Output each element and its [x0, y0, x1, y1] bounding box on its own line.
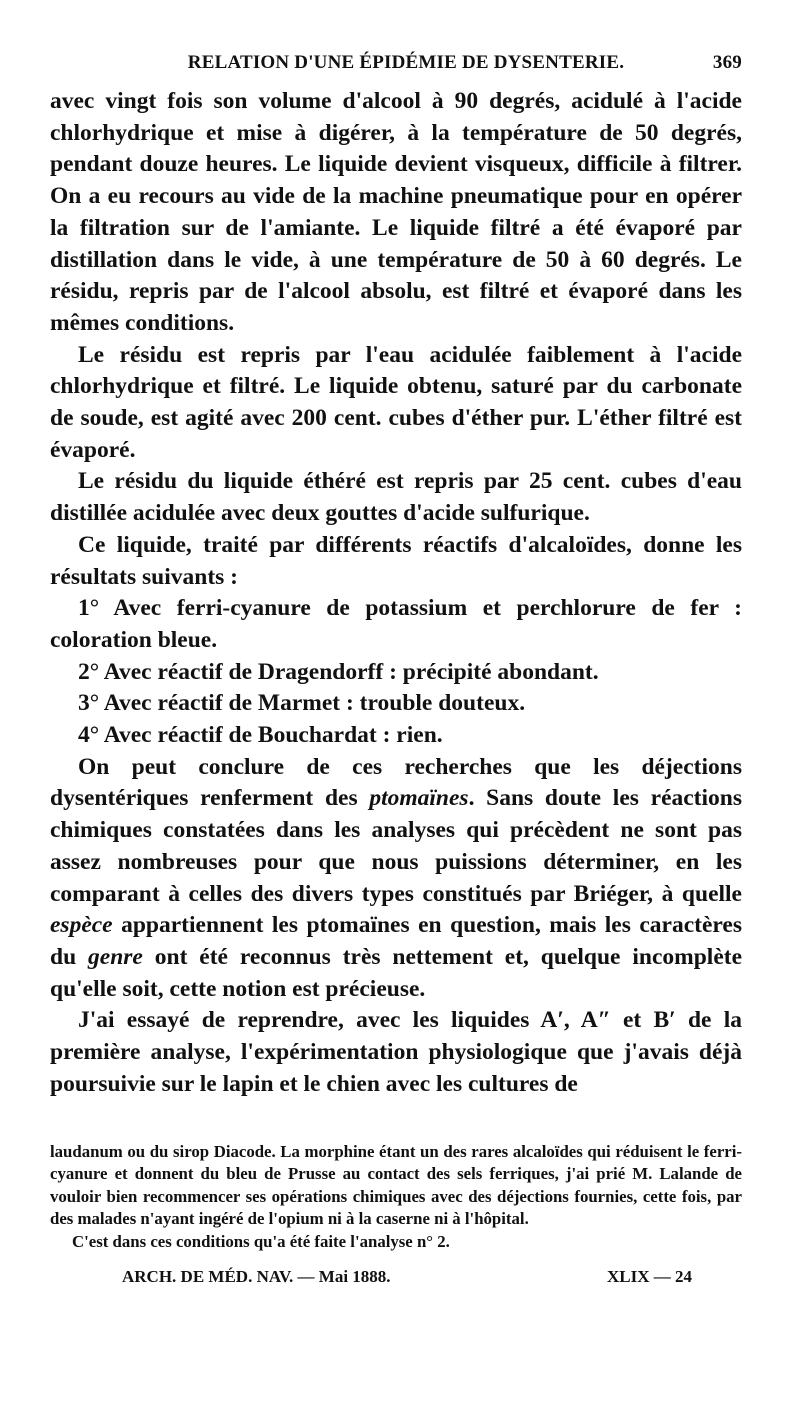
emphasis: genre	[88, 943, 143, 970]
footnote-text: laudanum ou du sirop Diacode. La morphine étant un des rares alcaloïdes qui réduisent le ferri-cyanure et donnent du bleu de Prusse au contact des sels ferriques, j'ai prié M. Lalande de vouloir bien recommencer ses opérations chimiques avec des déjections fournies, cette fois, par des malades n'ayant ingéré de l'opium ni à la caserne ni à l'hôpital.	[50, 1141, 742, 1229]
footnote-text: C'est dans ces conditions qu'a été faite l'analyse n° 2.	[72, 1231, 450, 1251]
paragraph: J'ai essayé de reprendre, avec les liquides A′, A″ et B′ de la première analyse, l'expérimentation physiologique que j'avais déjà poursuivie sur le lapin et le chien avec les cultures de	[50, 1007, 742, 1097]
journal-reference: ARCH. DE MÉD. NAV. — Mai 1888.	[122, 1267, 391, 1287]
volume-signature: XLIX — 24	[606, 1267, 692, 1287]
emphasis: espèce	[50, 912, 113, 939]
paragraph: Le résidu est repris par l'eau acidulée faiblement à l'acide chlorhydrique et filtré. Le liquide obtenu, saturé par du carbonate de soude, est agité avec 200 cent. cubes d'éther pur. L'éther filtré est évaporé.	[50, 341, 742, 463]
paragraph: avec vingt fois son volume d'alcool à 90 degrés, acidulé à l'acide chlorhydrique et mise à digérer, à la température de 50 degrés, pendant douze heures. Le liquide devient visqueux, difficile à filtrer. On a eu recours au vide de la machine pneumatique pour en opérer la filtration sur de l'amiante. Le liquide filtré a été évaporé par distillation dans le vide, à une température de 50 à 60 degrés. Le résidu, repris par de l'alcool absolu, est filtré et évaporé dans les mêmes conditions.	[50, 88, 742, 336]
paragraph: Ce liquide, traité par différents réactifs d'alcaloïdes, donne les résultats suivants :	[50, 531, 742, 590]
list-item: 2° Avec réactif de Dragendorff : précipité abondant.	[78, 658, 599, 685]
main-text	[50, 86, 742, 1101]
page-number: 369	[712, 52, 742, 73]
list-item: 1° Avec ferri-cyanure de potassium et perchlorure de fer : coloration bleue.	[50, 595, 742, 653]
paragraph: Le résidu du liquide éthéré est repris par 25 cent. cubes d'eau distillée acidulée avec deux gouttes d'acide sulfurique.	[50, 468, 742, 527]
running-header	[50, 52, 742, 86]
document-page	[50, 52, 742, 1287]
emphasis: ptomaïnes	[369, 785, 469, 812]
list-item: 3° Avec réactif de Marmet : trouble douteux.	[78, 690, 526, 717]
paragraph: On peut conclure de ces recherches que les déjections dysentériques renferment des ptomaïnes. Sans doute les réactions chimiques constatées dans les analyses qui précèdent ne sont pas assez nombreuses pour que nous puissions déterminer, en les comparant à celles des divers types constitués par Briéger, à quelle espèce appartiennent les ptomaïnes en question, mais les caractères du genre ont été reconnus très nettement et, quelque incomplète qu'elle soit, cette notion est précieuse.	[50, 753, 742, 1002]
running-title: RELATION D'UNE ÉPIDÉMIE DE DYSENTERIE.	[187, 52, 625, 73]
page-footer	[50, 1267, 742, 1287]
list-item: 4° Avec réactif de Bouchardat : rien.	[78, 722, 443, 749]
footnote	[50, 1141, 742, 1254]
